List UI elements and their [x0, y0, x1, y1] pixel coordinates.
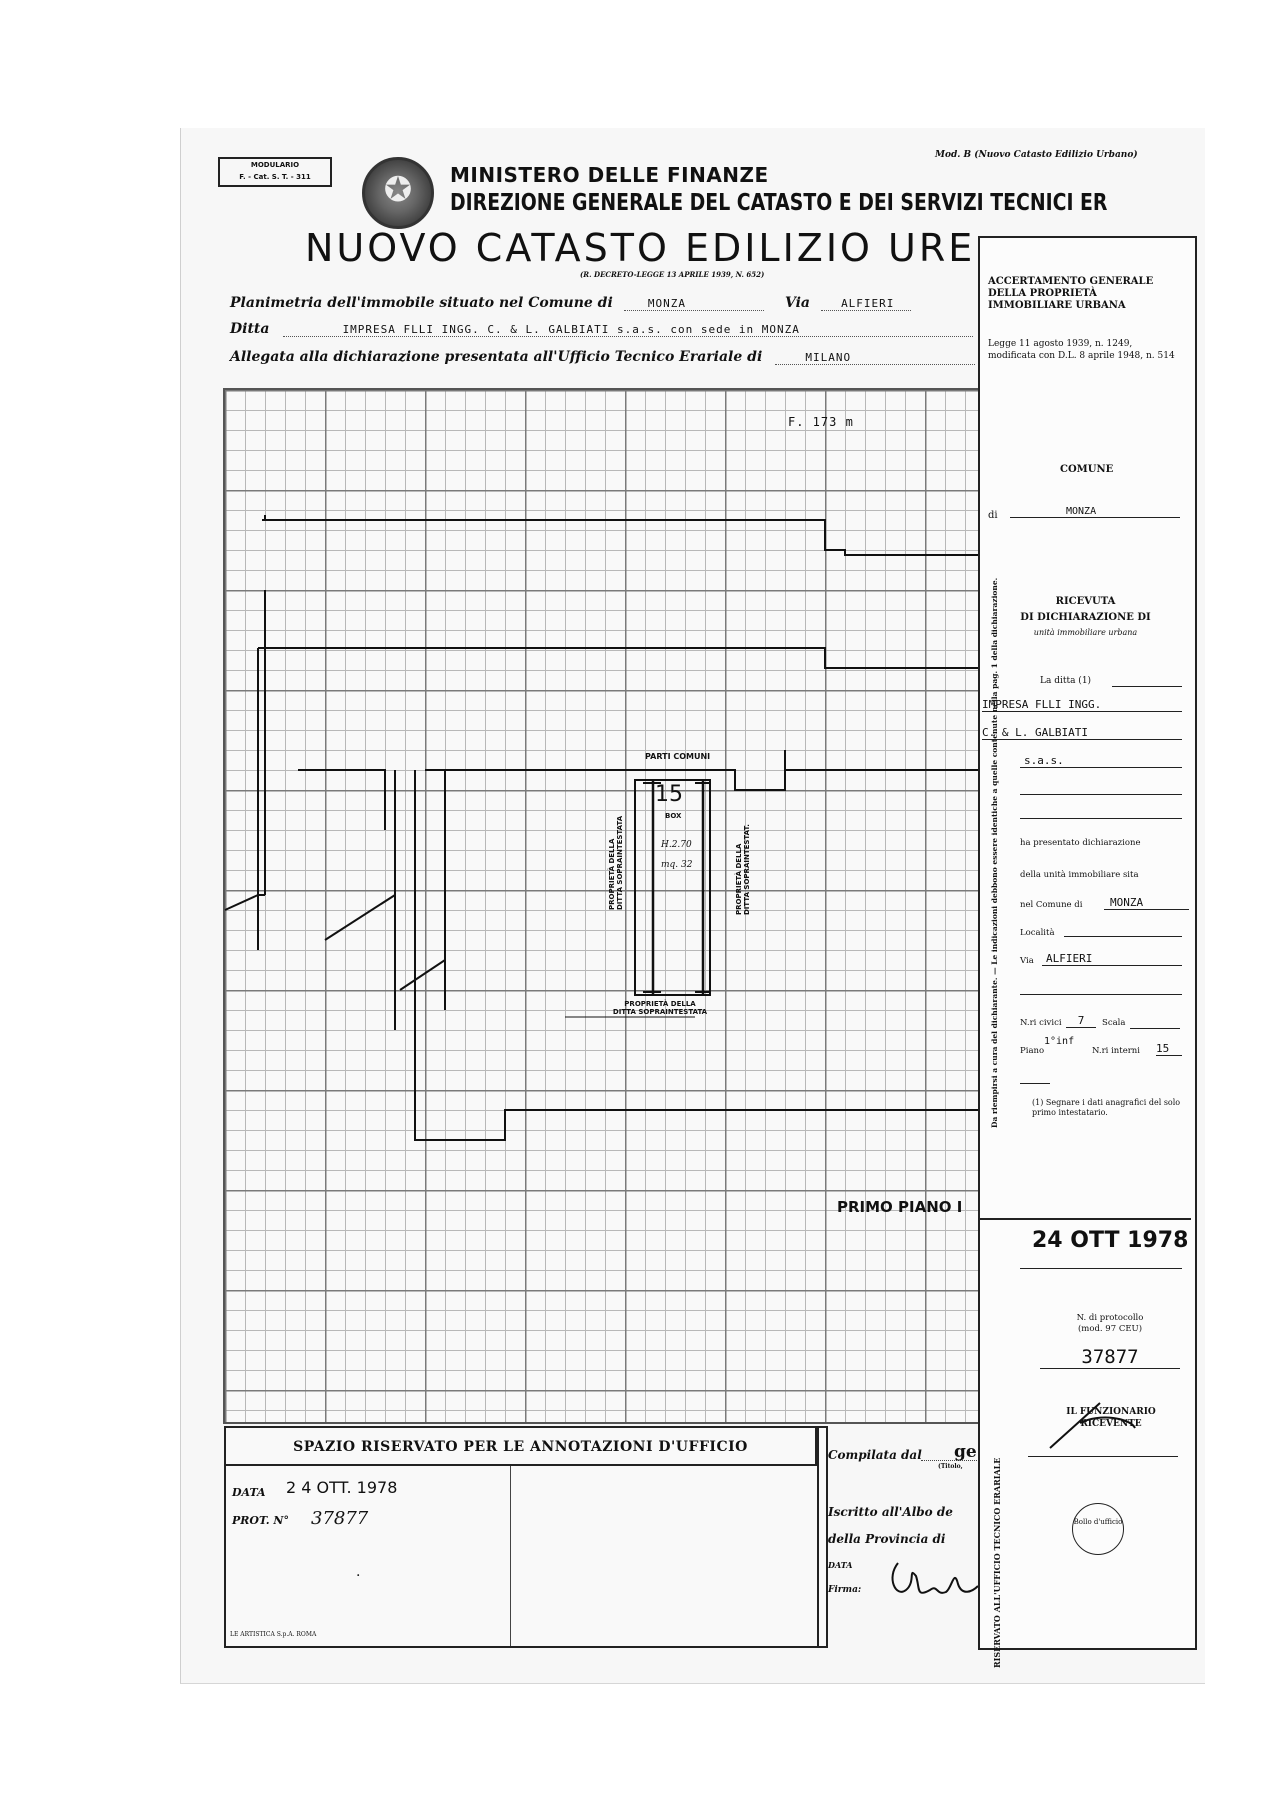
- floor-plan-drawing: [225, 390, 987, 1422]
- document-title: NUOVO CATASTO EDILIZIO URE: [305, 226, 976, 270]
- slip-funzionario: IL FUNZIONARIO RICEVENTE: [1066, 1407, 1156, 1429]
- compiler-section: [826, 1440, 981, 1640]
- slip-interni-value: 15: [1156, 1042, 1182, 1056]
- decree-reference: (R. DECRETO-LEGGE 13 APRILE 1939, N. 652): [580, 270, 765, 279]
- sheet-reference: F. 173 m: [788, 415, 854, 429]
- model-label: Mod. B (Nuovo Catasto Edilizio Urbano): [935, 150, 1138, 160]
- slip-law: Legge 11 agosto 1939, n. 1249, modificata con D.L. 8 aprile 1948, n. 514: [988, 339, 1175, 361]
- slip-vertical-office: RISERVATO ALL'UFFICIO TECNICO ERARIALE: [992, 1457, 1002, 1668]
- area-label: mq. 32: [661, 860, 693, 870]
- annotations-heading: SPAZIO RISERVATO PER LE ANNOTAZIONI D'UFFICIO: [226, 1428, 817, 1466]
- compilata-sub: (Titolo,: [938, 1463, 963, 1470]
- slip-heading: ACCERTAMENTO GENERALE DELLA PROPRIETÀ IMMOBILIARE URBANA: [988, 276, 1154, 311]
- ditta-value: IMPRESA FLLI INGG. C. & L. GALBIATI s.a.s. con sede in MONZA: [283, 323, 973, 337]
- direction-heading: DIREZIONE GENERALE DEL CATASTO E DEI SERVIZI TECNICI ER: [450, 190, 1108, 216]
- slip-ditta-line3: s.a.s.: [1020, 754, 1182, 768]
- unit-number: 15: [655, 782, 683, 807]
- slip-scala-line: [1130, 1028, 1180, 1029]
- republic-emblem-icon: ✪: [362, 157, 434, 229]
- slip-localita-line: [1064, 936, 1182, 937]
- slip-ricevuta: RICEVUTA: [1055, 596, 1116, 607]
- slip-divider: [980, 1218, 1191, 1220]
- left-owner-label: [608, 816, 624, 910]
- iscritto-label: Iscritto all'Albo de: [828, 1505, 953, 1519]
- left-owner-line-2: DITTA SOPRAINTESTATA: [616, 815, 624, 910]
- slip-civici-label: N.ri civici: [1020, 1018, 1062, 1028]
- slip-dichiarazione: DI DICHIARAZIONE DI: [1020, 612, 1151, 623]
- bottom-owner-line-2: DITTA SOPRAINTESTATA: [612, 1008, 708, 1016]
- via-label: Via: [784, 295, 810, 311]
- slip-unita: unità immobiliare urbana: [1033, 628, 1138, 637]
- slip-footnote: (1) Segnare i dati anagrafici del solo primo intestatario.: [1032, 1098, 1181, 1117]
- slip-civici-value: 7: [1066, 1014, 1096, 1028]
- annotations-right-border: [817, 1428, 819, 1646]
- dot-mark: ·: [356, 1568, 361, 1584]
- slip-ditta-line2: C. & L. GALBIATI: [982, 726, 1182, 740]
- slip-interni-label: N.ri interni: [1092, 1046, 1140, 1056]
- planimetria-label: Planimetria dell'immobile situato nel Comune di: [230, 295, 613, 311]
- prot-label: PROT. N°: [232, 1514, 289, 1527]
- modulario-code: F. - Cat. S. T. - 311: [239, 173, 311, 181]
- slip-protocollo-label: N. di protocollo (mod. 97 CEU): [1076, 1313, 1144, 1334]
- slip-nel-comune-value: MONZA: [1104, 896, 1189, 910]
- slip-funzionario-line: [1028, 1456, 1178, 1457]
- right-owner-line-1: PROPRIETÀ DELLA: [735, 843, 743, 915]
- prot-value: 37877: [311, 1508, 369, 1529]
- printer-footer: LE ARTISTICA S.p.A. ROMA: [230, 1631, 317, 1638]
- box-label: BOX: [665, 812, 682, 820]
- signature-scribble: [886, 1548, 981, 1603]
- data-value: 2 4 OTT. 1978: [286, 1478, 398, 1497]
- compilata-value: ge: [954, 1442, 977, 1462]
- slip-via-value: ALFIERI: [1042, 952, 1182, 966]
- slip-via-label: Via: [1020, 956, 1034, 966]
- slip-scala-label: Scala: [1102, 1018, 1126, 1028]
- receipt-slip: [978, 236, 1197, 1668]
- ditta-row: [230, 318, 980, 337]
- slip-ha-presentato: ha presentato dichiarazione: [1020, 838, 1141, 848]
- provincia-label: della Provincia di: [828, 1532, 946, 1546]
- slip-bollo: Bollo d'ufficio: [1072, 1503, 1124, 1555]
- slip-di-label: di: [988, 510, 998, 521]
- parti-comuni-label: PARTI COMUNI: [645, 752, 711, 761]
- slip-vertical-note: Da riempirsi a cura del dichiarante. — Le indicazioni debbono essere identiche a quelle contenute nella pag. 1 della dichiarazione.: [990, 577, 999, 1128]
- annotations-divider: [510, 1466, 511, 1646]
- ufficio-value: MILANO: [775, 351, 975, 365]
- bottom-owner-label: [605, 1000, 715, 1016]
- slip-blank-line1: [1020, 794, 1182, 795]
- data2-label: DATA: [828, 1560, 853, 1570]
- via-value: ALFIERI: [821, 297, 911, 311]
- planimetria-row: [230, 292, 980, 311]
- right-owner-line-2: DITTA SOPRAINTESTAT.: [743, 824, 751, 915]
- office-annotations-box: [224, 1426, 828, 1648]
- allegata-row: [230, 346, 980, 365]
- slip-stamp-line: [1020, 1268, 1182, 1269]
- left-owner-line-1: PROPRIETÀ DELLA: [608, 838, 616, 910]
- slip-piano-label: Piano: [1020, 1046, 1045, 1056]
- firma-label: Firma:: [828, 1585, 862, 1595]
- slip-localita-label: Località: [1020, 928, 1055, 938]
- slip-stamp-date: 24 OTT 1978: [1032, 1228, 1189, 1253]
- compilata-label: Compilata dal: [828, 1448, 922, 1462]
- slip-blank-line2: [1020, 818, 1182, 819]
- slip-comune-value: MONZA: [1010, 506, 1180, 518]
- slip-nel-comune-label: nel Comune di: [1020, 900, 1083, 910]
- data-label: DATA: [232, 1486, 266, 1499]
- height-label: H.2.70: [661, 840, 692, 850]
- floor-plan-grid: [223, 388, 989, 1424]
- slip-piano-value: 1°inf: [1044, 1036, 1075, 1047]
- funzionario-signature: [1040, 1393, 1170, 1453]
- allegata-label: Allegata alla dichiarazione presentata all'Ufficio Tecnico Erariale di: [230, 349, 763, 365]
- ministry-heading: MINISTERO DELLE FINANZE: [450, 163, 769, 187]
- slip-protocollo-value: 37877: [1040, 1346, 1180, 1369]
- slip-della-unita: della unità immobiliare sita: [1020, 870, 1139, 880]
- slip-ditta-line1: IMPRESA FLLI INGG.: [982, 698, 1182, 712]
- slip-ditta-label: La ditta (1): [1040, 676, 1092, 686]
- bottom-owner-line-1: PROPRIETÀ DELLA: [624, 1000, 696, 1008]
- slip-short-line: [1020, 1083, 1050, 1084]
- comune-value: MONZA: [624, 297, 764, 311]
- slip-comune-label: COMUNE: [1060, 464, 1114, 475]
- modulario-label: MODULARIO: [250, 161, 300, 169]
- slip-blank-line3: [1020, 984, 1182, 995]
- ditta-label: Ditta: [230, 321, 270, 337]
- slip-ditta-line: [1112, 686, 1182, 687]
- floor-label: PRIMO PIANO I: [837, 1198, 963, 1216]
- modulario-box: [218, 157, 332, 187]
- right-owner-label: [735, 824, 751, 915]
